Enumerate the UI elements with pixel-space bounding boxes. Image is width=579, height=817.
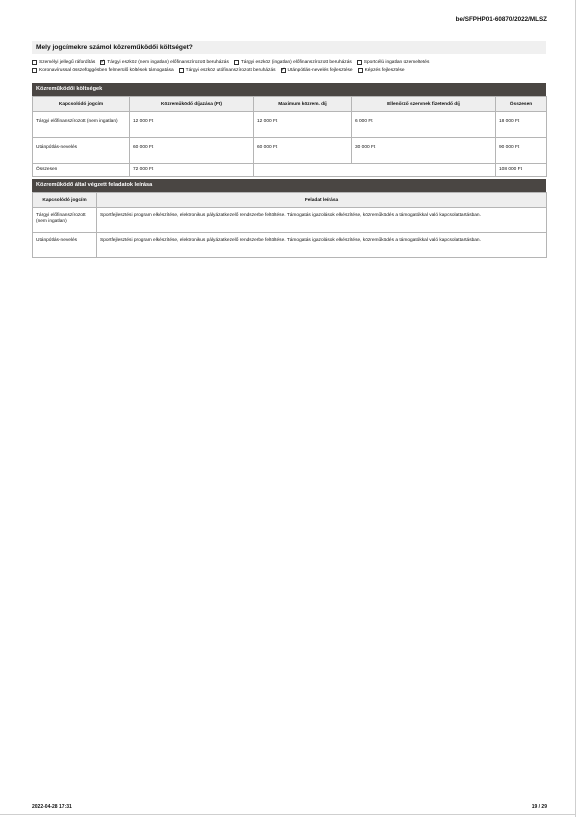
cell-total-empty	[254, 164, 496, 177]
table-row	[33, 112, 547, 138]
cell-jogcim: Tárgyi előfinanszírozott (nem ingatlan)	[33, 208, 97, 233]
total-row	[33, 164, 547, 177]
page-edge-right	[575, 0, 576, 817]
checkbox-koronavirus[interactable]	[32, 68, 174, 73]
checkbox-label: Tárgyi eszköz utófinanszírozott beruházás	[185, 68, 276, 73]
checkbox-label: Személyi jellegű ráfordítás	[39, 60, 96, 65]
cell-leiras: Sportfejlesztési program elkészítése, elektronikus pályázatkezelő rendszerbe feltöltése. Támogatás igazolások elkészítése, közreműködés a támogatókkal való kapcsolattartásban.	[97, 233, 547, 258]
checkbox-box[interactable]	[281, 68, 286, 73]
cell-ellenorzo: 6 000 Ft	[352, 112, 496, 138]
column-header: Feladat leírása	[97, 193, 547, 208]
checkbox-box[interactable]	[358, 68, 363, 73]
checkbox-box[interactable]	[100, 60, 105, 65]
checkbox-targyi-nem-ingatlan[interactable]	[100, 60, 229, 65]
checkbox-row-2	[32, 68, 410, 73]
checkbox-utanpotlas[interactable]	[281, 68, 353, 73]
table-row	[33, 233, 547, 258]
cell-dij: 60 000 Ft	[130, 138, 254, 164]
checkbox-targyi-utofinanszirozott[interactable]	[179, 68, 276, 73]
column-header: Ellenőrző szervnek fizetendő díj	[352, 97, 496, 112]
checkbox-box[interactable]	[357, 60, 362, 65]
checkbox-sportcelu-ingatlan[interactable]	[357, 60, 430, 65]
checkbox-row-1	[32, 60, 434, 65]
cell-jogcim: Utánpótlás-nevelés	[33, 138, 130, 164]
checkbox-box[interactable]	[32, 60, 37, 65]
costs-header-row	[33, 97, 547, 112]
tasks-section	[32, 179, 546, 258]
column-header: Összesen	[496, 97, 547, 112]
page-edge-bottom	[0, 814, 576, 815]
checkbox-label: Tárgyi eszköz (ingatlan) előfinanszírozott beruházás	[240, 60, 352, 65]
checkbox-label: Utánpótlás-nevelés fejlesztése	[287, 68, 353, 73]
checkbox-label: Koronavírussal összefüggésben felmerülő költések támogatása	[39, 68, 174, 73]
tasks-table	[32, 192, 547, 258]
column-header: Maximum közrem. díj	[254, 97, 352, 112]
costs-table	[32, 96, 547, 177]
cell-max: 12 000 Ft	[254, 112, 352, 138]
cell-osszesen: 18 000 Ft	[496, 112, 547, 138]
checkbox-szemelyi[interactable]	[32, 60, 95, 65]
tasks-header-row	[33, 193, 547, 208]
checkbox-box[interactable]	[32, 68, 37, 73]
cell-leiras: Sportfejlesztési program elkészítése, elektronikus pályázatkezelő rendszerbe feltöltése. Támogatás igazolások elkészítése, közreműködés a támogatókkal való kapcsolattartásban.	[97, 208, 547, 233]
cell-total-label: Összesen	[33, 164, 130, 177]
column-header: Kapcsolódó jogcím	[33, 97, 130, 112]
footer-page-number: 19 / 29	[531, 804, 547, 810]
column-header: Kapcsolódó jogcím	[33, 193, 97, 208]
table-row	[33, 208, 547, 233]
cell-jogcim: Utánpótlás-nevelés	[33, 233, 97, 258]
cell-ellenorzo: 30 000 Ft	[352, 138, 496, 164]
checkbox-box[interactable]	[179, 68, 184, 73]
cell-max: 60 000 Ft	[254, 138, 352, 164]
cell-total-osszesen: 108 000 Ft	[496, 164, 547, 177]
column-header: Közreműködő díjazása (Ft)	[130, 97, 254, 112]
cell-osszesen: 90 000 Ft	[496, 138, 547, 164]
checkbox-label: Sportcélú ingatlan üzemeltetés	[363, 60, 430, 65]
question-heading: Mely jogcímekre számol közreműködői költséget?	[32, 41, 546, 54]
tasks-section-title: Közreműködő által végzett feladatok leírása	[32, 179, 546, 192]
table-row	[33, 138, 547, 164]
checkbox-label: Képzés fejlesztése	[364, 68, 405, 73]
footer-timestamp: 2022-04-28 17:31	[32, 804, 72, 810]
costs-section-title: Közreműködői költségek	[32, 83, 546, 96]
checkbox-label: Tárgyi eszköz (nem ingatlan) előfinanszírozott beruházás	[107, 60, 229, 65]
checkbox-targyi-ingatlan[interactable]	[234, 60, 352, 65]
cell-total-dij: 72 000 Ft	[130, 164, 254, 177]
cell-dij: 12 000 Ft	[130, 112, 254, 138]
cell-jogcim: Tárgyi előfinanszírozott (nem ingatlan)	[33, 112, 130, 138]
costs-section	[32, 83, 546, 177]
checkbox-box[interactable]	[234, 60, 239, 65]
checkbox-kepzes[interactable]	[358, 68, 405, 73]
document-id: be/SFPHP01-60870/2022/MLSZ	[455, 16, 547, 23]
